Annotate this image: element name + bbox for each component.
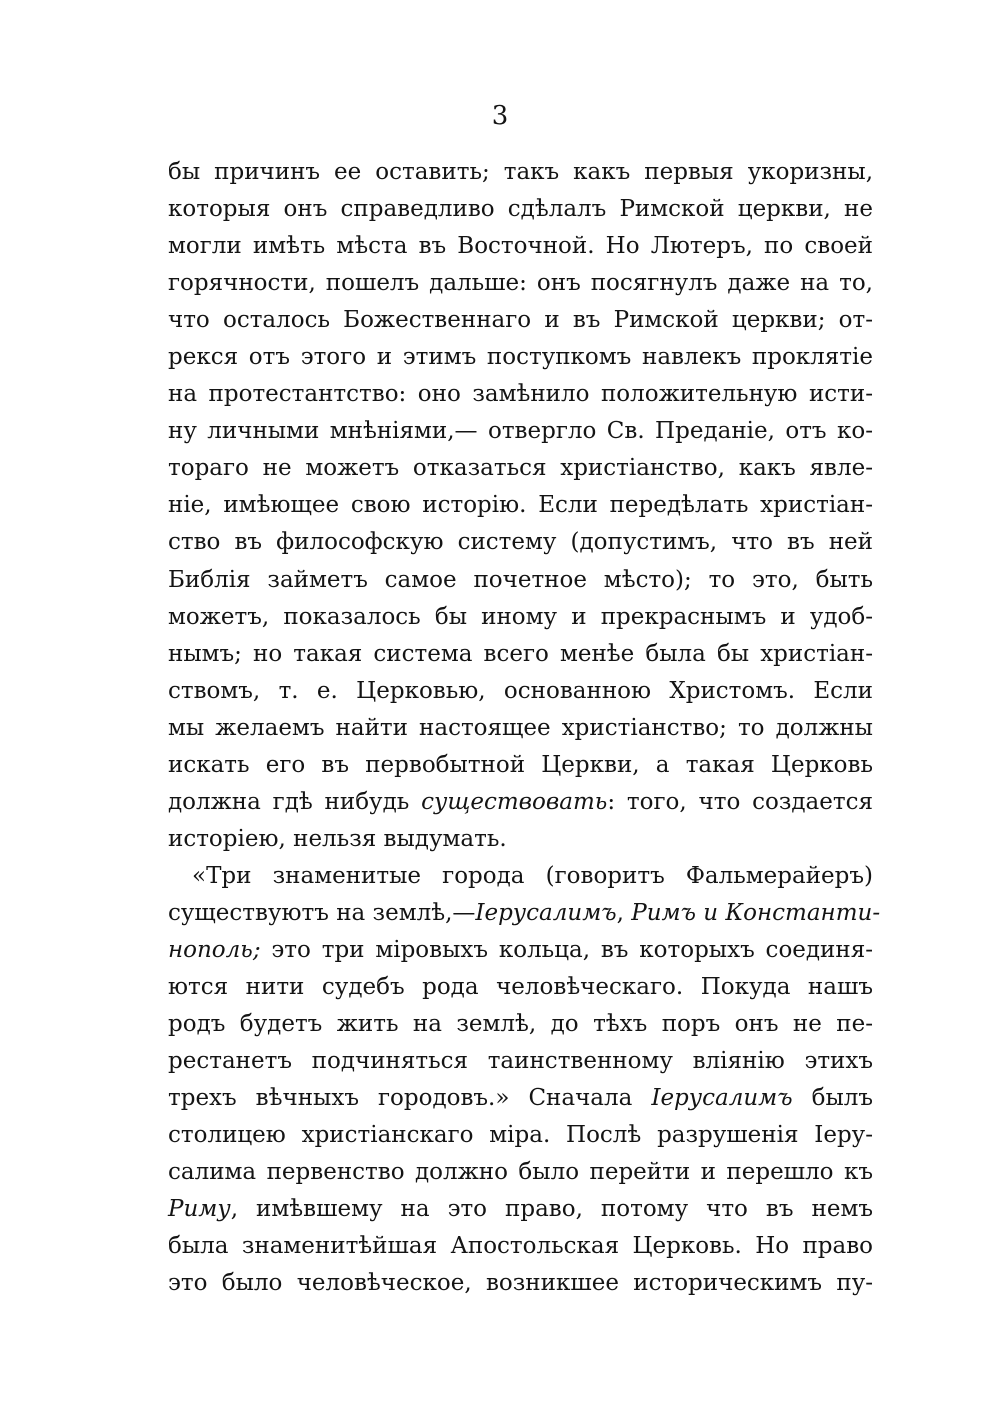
text-segment: , имѣвшему на это право, потому что въ немъ	[230, 1196, 873, 1223]
text-line	[168, 1191, 873, 1228]
italic-text: Римъ и Константи-	[631, 899, 881, 926]
text-line	[168, 524, 873, 561]
text-line	[168, 710, 873, 747]
text-line	[168, 376, 873, 413]
text-line	[168, 228, 873, 265]
text-segment: рекся отъ этого и этимъ поступкомъ навлекъ проклятіе	[168, 344, 873, 371]
text-line	[168, 673, 873, 710]
text-segment: которыя онъ справедливо сдѣлалъ Римской церкви, не	[168, 196, 873, 223]
text-line	[168, 895, 881, 932]
text-line	[168, 339, 873, 376]
text-segment: «Три знаменитые города (говоритъ Фальмерайеръ)	[192, 862, 873, 889]
italic-text: Риму	[168, 1196, 231, 1223]
text-line	[168, 191, 873, 228]
text-segment: : того, что создается	[607, 788, 873, 815]
text-segment: на протестантство: оно замѣнило положительную исти-	[168, 381, 873, 408]
text-segment: былъ	[792, 1085, 873, 1112]
text-segment: была знаменитѣйшая Апостольская Церковь. Но право	[168, 1233, 873, 1260]
text-line	[168, 1154, 873, 1191]
text-line	[168, 1006, 873, 1043]
text-line	[168, 413, 873, 450]
text-line	[168, 969, 873, 1006]
text-line	[168, 487, 873, 524]
text-line	[168, 562, 873, 599]
text-segment: это было человѣческое, возникшее историческимъ пу-	[168, 1270, 873, 1297]
text-segment: рестанетъ подчиняться таинственному вліянію этихъ	[168, 1048, 873, 1075]
text-segment: столицею христіанскаго міра. Послѣ разрушенія Іеру-	[168, 1122, 873, 1149]
text-segment: это три міровыхъ кольца, въ которыхъ соединя-	[260, 936, 873, 963]
text-line	[168, 599, 873, 636]
text-segment: могли имѣть мѣста въ Восточной. Но Лютеръ, по своей	[168, 233, 873, 260]
text-segment: трехъ вѣчныхъ городовъ.» Сначала	[168, 1085, 652, 1112]
text-line	[168, 302, 873, 339]
text-line	[168, 265, 873, 302]
text-segment: ются нити судебъ рода человѣческаго. Покуда нашъ	[168, 974, 873, 1001]
text-segment: Библія займетъ самое почетное мѣсто); то это, быть	[168, 566, 873, 593]
body-text	[168, 154, 881, 1302]
text-segment: что осталось Божественнаго и въ Римской церкви; от-	[168, 307, 873, 334]
text-line	[168, 450, 873, 487]
text-segment: ну личными мнѣніями,— отвергло Св. Преданіе, отъ ко-	[168, 418, 873, 445]
text-line	[168, 1043, 873, 1080]
text-line	[168, 784, 873, 821]
page-number: 3	[491, 101, 509, 131]
text-segment: горячности, пошелъ дальше: онъ посягнулъ даже на то,	[168, 270, 873, 297]
italic-text: нополь;	[168, 936, 261, 963]
italic-text: существовать	[421, 788, 608, 815]
text-segment: родъ будетъ жить на землѣ, до тѣхъ поръ онъ не пе-	[168, 1011, 873, 1038]
text-line	[168, 154, 873, 191]
text-segment: мы желаемъ найти настоящее христіанство; то должны	[168, 714, 873, 741]
text-segment: исторіею, нельзя выдумать.	[168, 825, 507, 852]
text-line	[168, 932, 873, 969]
text-segment: бы причинъ ее оставить; такъ какъ первыя укоризны,	[168, 159, 873, 185]
text-segment: существуютъ на землѣ,—	[168, 899, 476, 926]
text-segment: ніе, имѣющее свою исторію. Если передѣлать христіан-	[168, 492, 873, 519]
text-segment: салима первенство должно было перейти и перешло къ	[168, 1159, 873, 1186]
text-line	[168, 1228, 873, 1265]
italic-text: Іерусалимъ	[475, 899, 617, 926]
text-line	[168, 636, 873, 673]
text-line	[168, 1117, 873, 1154]
text-segment: искать его въ первобытной Церкви, а такая Церковь	[168, 751, 873, 778]
text-line	[168, 1080, 873, 1117]
text-segment: ствомъ, т. е. Церковью, основанною Христомъ. Если	[168, 677, 873, 704]
text-segment: тораго не можетъ отказаться христіанство, какъ явле-	[168, 455, 873, 482]
text-segment: можетъ, показалось бы иному и прекраснымъ и удоб-	[168, 603, 873, 630]
text-segment: нымъ; но такая система всего менѣе была бы христіан-	[168, 640, 873, 667]
text-line	[168, 821, 873, 858]
text-line	[168, 858, 873, 895]
text-segment: ство въ философскую систему (допустимъ, что въ ней	[168, 529, 873, 556]
text-segment: ,	[616, 899, 632, 926]
text-line	[168, 747, 873, 784]
text-segment: должна гдѣ нибудь	[168, 788, 422, 815]
italic-text: Іерусалимъ	[651, 1085, 793, 1112]
text-line	[168, 1265, 873, 1302]
